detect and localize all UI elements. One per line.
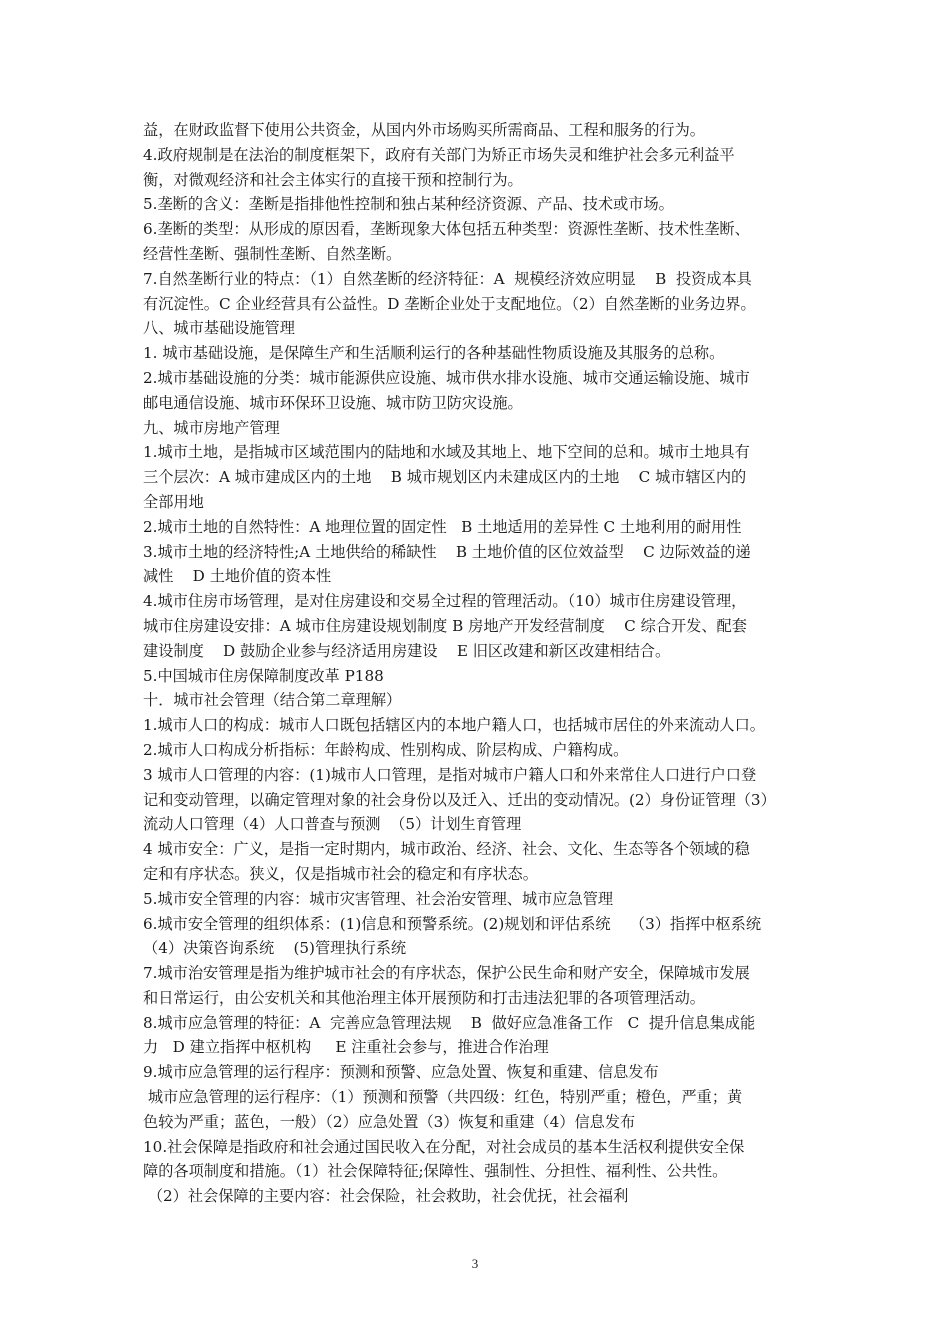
- text-line: 定和有序状态。狭义，仅是指城市社会的稳定和有序状态。: [143, 864, 538, 883]
- text-line: 减性 D 土地价值的资本性: [143, 567, 332, 586]
- text-line: 建设制度 D 鼓励企业参与经济适用房建设 E 旧区改建和新区改建相结合。: [143, 641, 671, 660]
- text-line: 6.城市安全管理的组织体系：(1)信息和预警系统。(2)规划和评估系统 （3）指挥中枢系统: [143, 914, 762, 933]
- text-line: 5.中国城市住房保障制度改革 P188: [143, 666, 384, 685]
- text-line: 益，在财政监督下使用公共资金，从国内外市场购买所需商品、工程和服务的行为。: [143, 121, 705, 139]
- text-line: 流动人口管理（4）人口普查与预测 （5）计划生育管理: [143, 815, 522, 834]
- text-line: 邮电通信设施、城市环保环卫设施、城市防卫防灾设施。: [143, 393, 523, 412]
- text-line: 3.城市土地的经济特性;A 土地供给的稀缺性 B 土地价值的区位效益型 C 边际效益的递: [143, 542, 751, 561]
- text-line: 八、城市基础设施管理: [143, 319, 295, 338]
- text-line: 8.城市应急管理的特征：A 完善应急管理法规 B 做好应急准备工作 C 提升信息集成能: [143, 1013, 756, 1032]
- text-line: 4 城市安全：广义，是指一定时期内，城市政治、经济、社会、文化、生态等各个领域的稳: [143, 840, 750, 859]
- text-line: 城市住房建设安排：A 城市住房建设规划制度 B 房地产开发经营制度 C 综合开发、配套: [143, 616, 747, 635]
- text-line: 色较为严重；蓝色，一般）（2）应急处置（3）恢复和重建（4）信息发布: [143, 1112, 636, 1131]
- text-line: 9.城市应急管理的运行程序：预测和预警、应急处置、恢复和重建、信息发布: [143, 1063, 659, 1082]
- text-line: 6.垄断的类型：从形成的原因看，垄断现象大体包括五种类型：资源性垄断、技术性垄断、: [143, 220, 750, 239]
- text-line: 1.城市土地，是指城市区域范围内的陆地和水域及其地上、地下空间的总和。城市土地具有: [143, 443, 750, 462]
- text-line: 经营性垄断、强制性垄断、自然垄断。: [143, 244, 402, 263]
- text-line: 10.社会保障是指政府和社会通过国民收入在分配，对社会成员的基本生活权利提供安全保: [143, 1137, 745, 1156]
- text-line: 4.城市住房市场管理，是对住房建设和交易全过程的管理活动。（10）城市住房建设管理，: [143, 592, 747, 611]
- text-line: 力 D 建立指挥中枢机构 E 注重社会参与，推进合作治理: [143, 1038, 549, 1057]
- text-line: 3 城市人口管理的内容：(1)城市人口管理，是指对城市户籍人口和外来常住人口进行户口登: [143, 765, 757, 784]
- text-line: 三个层次：A 城市建成区内的土地 B 城市规划区内未建成区内的土地 C 城市辖区内的: [143, 468, 747, 487]
- text-line: 九、城市房地产管理: [143, 418, 280, 437]
- text-line: 和日常运行，由公安机关和其他治理主体开展预防和打击违法犯罪的各项管理活动。: [143, 988, 705, 1007]
- text-line: 有沉淀性。C 企业经营具有公益性。D 垄断企业处于支配地位。（2）自然垄断的业务边界。: [143, 294, 756, 313]
- text-line: 1. 城市基础设施，是保障生产和生活顺利运行的各种基础性物质设施及其服务的总称。: [143, 344, 725, 363]
- text-line: （2）社会保障的主要内容：社会保险，社会救助，社会优抚，社会福利: [143, 1187, 629, 1206]
- text-line: 2.城市土地的自然特性：A 地理位置的固定性 B 土地适用的差异性 C 土地利用的耐用性: [143, 517, 742, 536]
- text-line: 7.城市治安管理是指为维护城市社会的有序状态，保护公民生命和财产安全，保障城市发展: [143, 964, 750, 983]
- text-line: 障的各项制度和措施。（1）社会保障特征;保障性、强制性、分担性、福利性、公共性。: [143, 1162, 728, 1181]
- document-body: [143, 118, 811, 1209]
- text-line: 十．城市社会管理（结合第二章理解）: [143, 691, 402, 710]
- page-number: 3: [471, 1256, 479, 1271]
- text-line: 2.城市人口构成分析指标：年龄构成、性别构成、阶层构成、户籍构成。: [143, 740, 629, 759]
- text-line: 5.城市安全管理的内容：城市灾害管理、社会治安管理、城市应急管理: [143, 889, 614, 908]
- text-line: 4.政府规制是在法治的制度框架下，政府有关部门为矫正市场失灵和维护社会多元利益平: [143, 145, 735, 164]
- text-line: 2.城市基础设施的分类：城市能源供应设施、城市供水排水设施、城市交通运输设施、城市: [143, 368, 750, 387]
- text-line: 记和变动管理，以确定管理对象的社会身份以及迁入、迁出的变动情况。(2）身份证管理（3）: [143, 790, 776, 809]
- text-line: 全部用地: [143, 492, 204, 511]
- text-line: 7.自然垄断行业的特点：（1）自然垄断的经济特征：A 规模经济效应明显 B 投资成本具: [143, 269, 752, 288]
- text-line: 1.城市人口的构成：城市人口既包括辖区内的本地户籍人口，也括城市居住的外来流动人口。: [143, 716, 765, 735]
- text-line: 5.垄断的含义：垄断是指排他性控制和独占某种经济资源、产品、技术或市场。: [143, 195, 674, 214]
- text-line: 衡，对微观经济和社会主体实行的直接干预和控制行为。: [143, 170, 523, 189]
- text-line: （4）决策咨询系统 (5)管理执行系统: [143, 939, 407, 958]
- text-line: 城市应急管理的运行程序：（1）预测和预警（共四级：红色，特别严重；橙色，严重；黄: [143, 1088, 743, 1107]
